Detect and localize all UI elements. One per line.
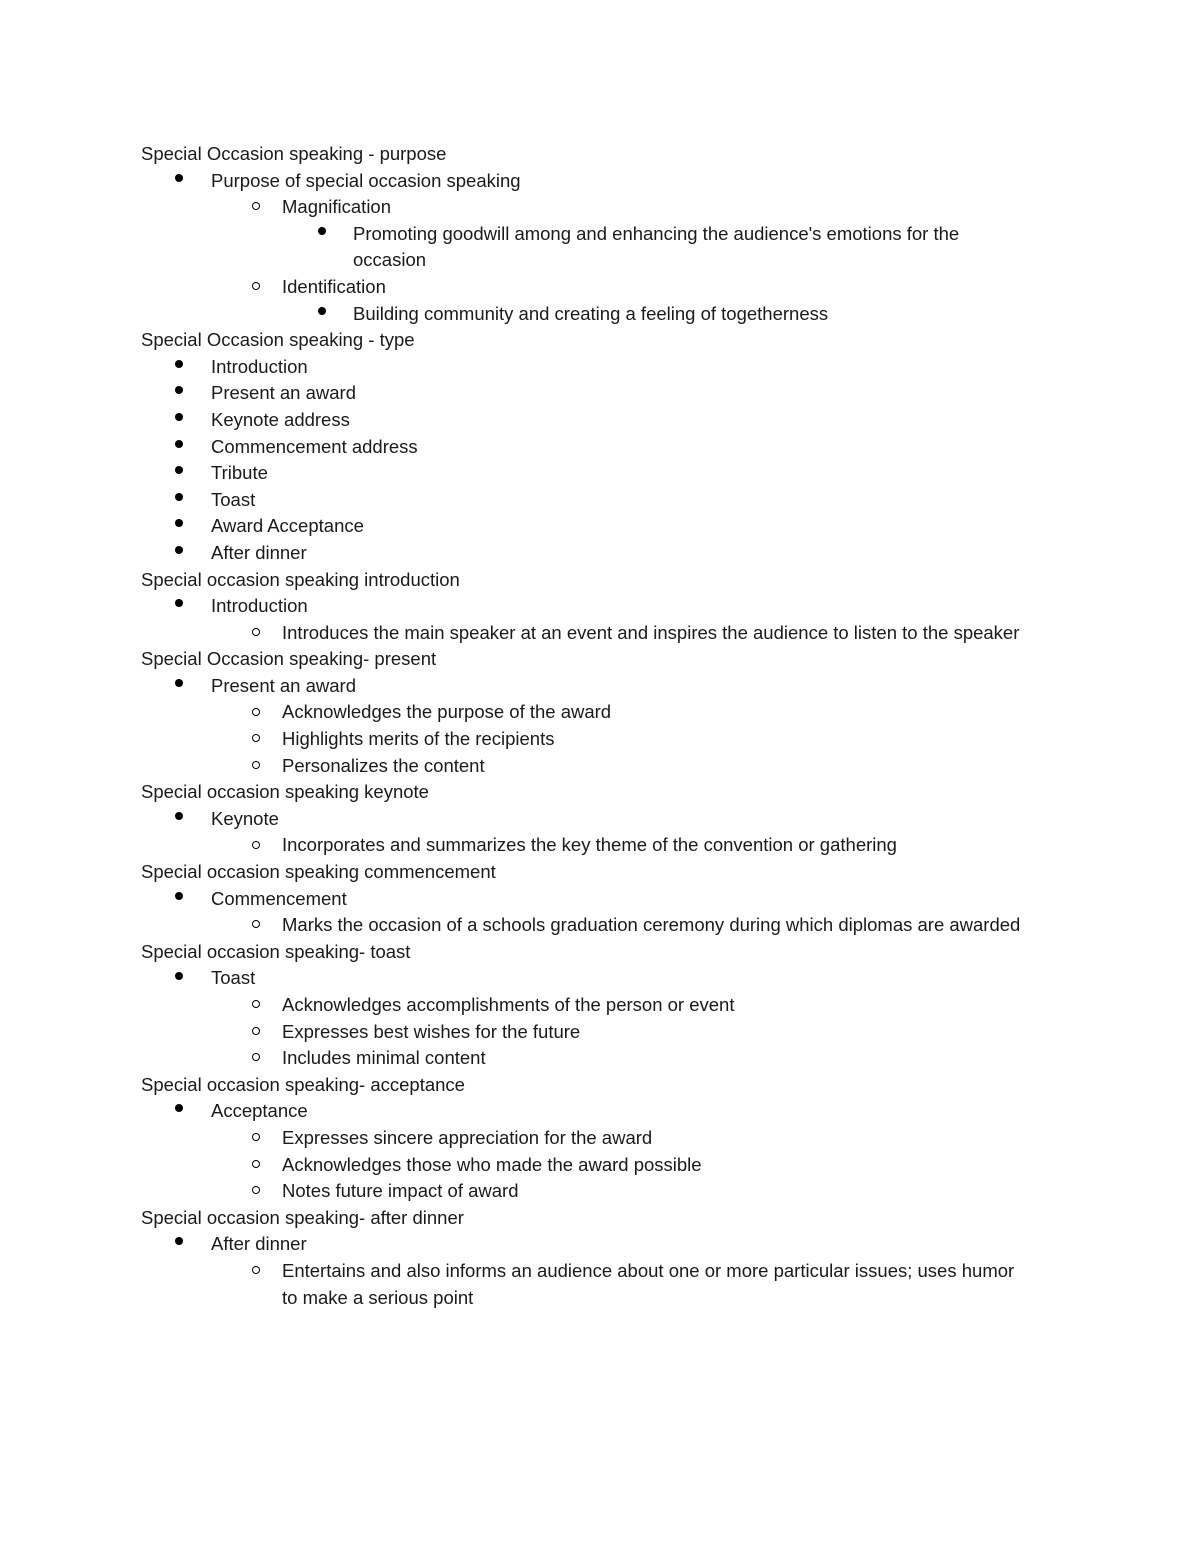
filled-bullet-icon bbox=[172, 1231, 186, 1258]
item-text: Personalizes the content bbox=[282, 754, 485, 776]
item-text: Highlights merits of the recipients bbox=[282, 728, 555, 750]
filled-bullet-icon bbox=[172, 1098, 186, 1125]
heading-text: Special occasion speaking introduction bbox=[141, 568, 460, 590]
hollow-bullet-icon bbox=[249, 832, 263, 859]
filled-bullet-icon bbox=[172, 593, 186, 620]
filled-bullet-icon bbox=[172, 460, 186, 487]
list-item-level-2 bbox=[0, 1045, 1022, 1072]
section-heading bbox=[0, 646, 1200, 673]
filled-bullet-icon bbox=[172, 886, 186, 913]
filled-bullet-icon bbox=[315, 221, 329, 248]
section-heading bbox=[0, 141, 1200, 168]
item-text: Acknowledges those who made the award possible bbox=[282, 1153, 702, 1175]
hollow-bullet-icon bbox=[249, 1258, 263, 1285]
filled-bullet-icon bbox=[172, 434, 186, 461]
item-text: Tribute bbox=[211, 462, 268, 484]
heading-text: Special occasion speaking keynote bbox=[141, 781, 429, 803]
item-text: Introduction bbox=[211, 355, 308, 377]
section-heading bbox=[0, 1072, 1200, 1099]
item-text: Keynote bbox=[211, 807, 279, 829]
hollow-bullet-icon bbox=[249, 912, 263, 939]
item-text: Commencement address bbox=[211, 435, 418, 457]
list-item-level-2 bbox=[0, 194, 1022, 221]
list-item-level-2 bbox=[0, 1125, 1022, 1152]
filled-bullet-icon bbox=[172, 513, 186, 540]
list-item-level-1 bbox=[0, 1098, 1200, 1125]
heading-text: Special occasion speaking commencement bbox=[141, 861, 496, 883]
list-item-level-1 bbox=[0, 965, 1200, 992]
heading-text: Special Occasion speaking - purpose bbox=[141, 143, 447, 164]
section-heading bbox=[0, 567, 1200, 594]
section-heading bbox=[0, 1205, 1200, 1232]
list-item-level-2 bbox=[0, 274, 1022, 301]
list-item-level-1 bbox=[0, 168, 1200, 195]
list-item-level-2 bbox=[0, 912, 1022, 939]
list-item-level-2 bbox=[0, 1152, 1022, 1179]
item-text: After dinner bbox=[211, 1233, 307, 1255]
heading-text: Special occasion speaking- after dinner bbox=[141, 1206, 464, 1228]
item-text: Entertains and also informs an audience about one or more particular issues; uses humor to make a serious point bbox=[282, 1259, 1015, 1308]
hollow-bullet-icon bbox=[249, 1019, 263, 1046]
item-text: Identification bbox=[282, 275, 386, 297]
filled-bullet-icon bbox=[315, 301, 329, 328]
list-item-level-1 bbox=[0, 540, 1200, 567]
item-text: Includes minimal content bbox=[282, 1047, 486, 1069]
item-text: Acceptance bbox=[211, 1100, 308, 1122]
filled-bullet-icon bbox=[172, 806, 186, 833]
item-text: Introduces the main speaker at an event and inspires the audience to listen to the speaker bbox=[282, 621, 1020, 643]
item-text: Acknowledges accomplishments of the person or event bbox=[282, 994, 735, 1015]
item-text: Present an award bbox=[211, 674, 357, 696]
list-item-level-2 bbox=[0, 726, 1022, 753]
hollow-bullet-icon bbox=[249, 699, 263, 726]
hollow-bullet-icon bbox=[249, 1125, 263, 1152]
item-text: Toast bbox=[211, 488, 256, 510]
item-text: Purpose of special occasion speaking bbox=[211, 169, 521, 191]
list-item-level-2 bbox=[0, 1178, 1022, 1205]
filled-bullet-icon bbox=[172, 407, 186, 434]
list-item-level-1 bbox=[0, 806, 1200, 833]
list-item-level-1 bbox=[0, 487, 1200, 514]
section-heading bbox=[0, 327, 1200, 354]
filled-bullet-icon bbox=[172, 965, 186, 992]
list-item-level-1 bbox=[0, 1231, 1200, 1258]
filled-bullet-icon bbox=[172, 354, 186, 381]
hollow-bullet-icon bbox=[249, 992, 263, 1019]
item-text: Present an award bbox=[211, 382, 357, 404]
section-heading bbox=[0, 859, 1200, 886]
hollow-bullet-icon bbox=[249, 274, 263, 301]
list-item-level-1 bbox=[0, 886, 1200, 913]
hollow-bullet-icon bbox=[249, 194, 263, 221]
item-text: After dinner bbox=[211, 541, 307, 563]
item-text: Expresses best wishes for the future bbox=[282, 1020, 581, 1042]
filled-bullet-icon bbox=[172, 168, 186, 195]
list-item-level-1 bbox=[0, 593, 1200, 620]
hollow-bullet-icon bbox=[249, 1178, 263, 1205]
item-text: Expresses sincere appreciation for the award bbox=[282, 1126, 653, 1148]
list-item-level-2 bbox=[0, 699, 1022, 726]
item-text: Commencement bbox=[211, 887, 347, 909]
heading-text: Special occasion speaking- toast bbox=[141, 940, 411, 962]
filled-bullet-icon bbox=[172, 673, 186, 700]
item-text: Introduction bbox=[211, 595, 308, 617]
filled-bullet-icon bbox=[172, 380, 186, 407]
item-text: Keynote address bbox=[211, 408, 350, 430]
item-text: Award Acceptance bbox=[211, 515, 364, 537]
list-item-level-2 bbox=[0, 1019, 1022, 1046]
filled-bullet-icon bbox=[172, 540, 186, 567]
item-text: Incorporates and summarizes the key theme of the convention or gathering bbox=[282, 834, 897, 856]
list-item-level-1 bbox=[0, 513, 1200, 540]
list-item-level-1 bbox=[0, 407, 1200, 434]
list-item-level-1 bbox=[0, 380, 1200, 407]
list-item-level-1 bbox=[0, 434, 1200, 461]
section-heading bbox=[0, 779, 1200, 806]
filled-bullet-icon bbox=[172, 487, 186, 514]
list-item-level-2 bbox=[0, 753, 1022, 780]
document-body bbox=[0, 141, 1200, 1311]
item-text: Promoting goodwill among and enhancing the audience's emotions for the occasion bbox=[353, 222, 960, 271]
heading-text: Special Occasion speaking - type bbox=[141, 329, 415, 351]
list-item-level-2 bbox=[0, 620, 1022, 647]
item-text: Acknowledges the purpose of the award bbox=[282, 701, 612, 723]
hollow-bullet-icon bbox=[249, 1152, 263, 1179]
list-item-level-1 bbox=[0, 673, 1200, 700]
list-item-level-2 bbox=[0, 832, 1022, 859]
heading-text: Special Occasion speaking- present bbox=[141, 648, 437, 670]
list-item-level-2 bbox=[0, 1258, 1022, 1311]
section-heading bbox=[0, 939, 1200, 966]
item-text: Magnification bbox=[282, 196, 392, 218]
item-text: Marks the occasion of a schools graduation ceremony during which diplomas are awarded bbox=[282, 914, 1021, 936]
list-item-level-2 bbox=[0, 992, 1022, 1019]
list-item-level-3 bbox=[0, 301, 1023, 328]
item-text: Toast bbox=[211, 967, 256, 989]
item-text: Notes future impact of award bbox=[282, 1180, 519, 1202]
list-item-level-3 bbox=[0, 221, 1023, 274]
hollow-bullet-icon bbox=[249, 1045, 263, 1072]
list-item-level-1 bbox=[0, 354, 1200, 381]
item-text: Building community and creating a feeling of togetherness bbox=[353, 302, 829, 324]
hollow-bullet-icon bbox=[249, 726, 263, 753]
heading-text: Special occasion speaking- acceptance bbox=[141, 1073, 465, 1095]
list-item-level-1 bbox=[0, 460, 1200, 487]
hollow-bullet-icon bbox=[249, 753, 263, 780]
hollow-bullet-icon bbox=[249, 620, 263, 647]
